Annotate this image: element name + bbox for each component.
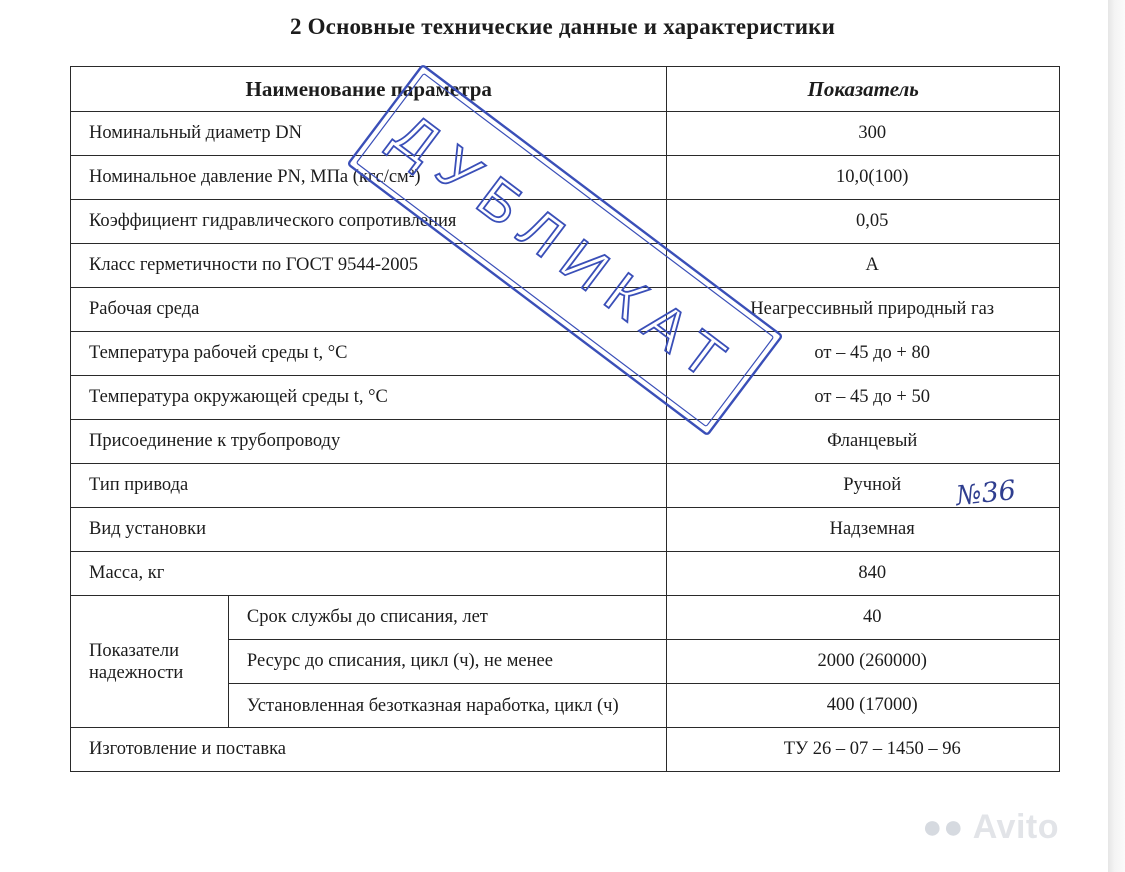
table-row — [71, 464, 1060, 508]
value-cell: 0,05 — [667, 200, 1060, 244]
table-footer-row — [71, 728, 1060, 772]
header-param: Наименование параметра — [71, 67, 667, 112]
avito-watermark-text: Avito — [972, 808, 1060, 846]
table-row — [71, 288, 1060, 332]
reliability-value-cell: 2000 (260000) — [667, 640, 1060, 684]
table-row — [71, 200, 1060, 244]
footer-value-cell: ТУ 26 – 07 – 1450 – 96 — [667, 728, 1060, 772]
reliability-value-cell: 400 (17000) — [667, 684, 1060, 728]
value-cell: 10,0(100) — [667, 156, 1060, 200]
table-row — [71, 244, 1060, 288]
footer-param-cell: Изготовление и поставка — [71, 728, 667, 772]
param-cell: Температура окружающей среды t, °C — [71, 376, 667, 420]
param-cell: Вид установки — [71, 508, 667, 552]
value-cell: 840 — [667, 552, 1060, 596]
avito-watermark — [922, 808, 1059, 847]
table-header-row — [71, 67, 1060, 112]
table-row — [71, 376, 1060, 420]
param-cell: Рабочая среда — [71, 288, 667, 332]
value-cell: Фланцевый — [667, 420, 1060, 464]
param-cell: Тип привода — [71, 464, 667, 508]
value-cell: Надземная — [667, 508, 1060, 552]
param-cell: Номинальное давление PN, МПа (кгс/см²) — [71, 156, 667, 200]
stamp-text: ДУБЛИКАТ — [381, 101, 748, 400]
reliability-group-label: Показатели надежности — [71, 596, 229, 728]
param-cell: Масса, кг — [71, 552, 667, 596]
header-value: Показатель — [667, 67, 1060, 112]
table-row — [71, 508, 1060, 552]
table-row — [71, 552, 1060, 596]
reliability-param-cell: Ресурс до списания, цикл (ч), не менее — [228, 640, 666, 684]
table-row — [71, 332, 1060, 376]
param-cell: Номинальный диаметр DN — [71, 112, 667, 156]
value-cell: 300 — [667, 112, 1060, 156]
value-cell: А — [667, 244, 1060, 288]
value-cell: Неагрессивный природный газ — [667, 288, 1060, 332]
avito-logo-icon: ●● — [922, 808, 965, 846]
spec-table — [70, 66, 1060, 772]
value-cell: от – 45 до + 50 — [667, 376, 1060, 420]
reliability-param-cell: Установленная безотказная наработка, цикл (ч) — [228, 684, 666, 728]
reliability-value-cell: 40 — [667, 596, 1060, 640]
handwritten-number: №36 — [954, 474, 1018, 513]
param-cell: Коэффициент гидравлического сопротивления — [71, 200, 667, 244]
section-title: 2 Основные технические данные и характеристики — [289, 14, 836, 39]
table-body — [71, 112, 1060, 772]
value-cell: от – 45 до + 80 — [667, 332, 1060, 376]
param-cell: Класс герметичности по ГОСТ 9544-2005 — [71, 244, 667, 288]
table-row — [71, 112, 1060, 156]
table-row — [71, 420, 1060, 464]
reliability-param-cell: Срок службы до списания, лет — [228, 596, 666, 640]
page-edge-shadow — [1108, 0, 1125, 872]
reliability-row — [71, 596, 1060, 640]
param-cell: Присоединение к трубопроводу — [71, 420, 667, 464]
param-cell: Температура рабочей среды t, °C — [71, 332, 667, 376]
table-row — [71, 156, 1060, 200]
value-cell: Ручной — [667, 464, 1060, 508]
